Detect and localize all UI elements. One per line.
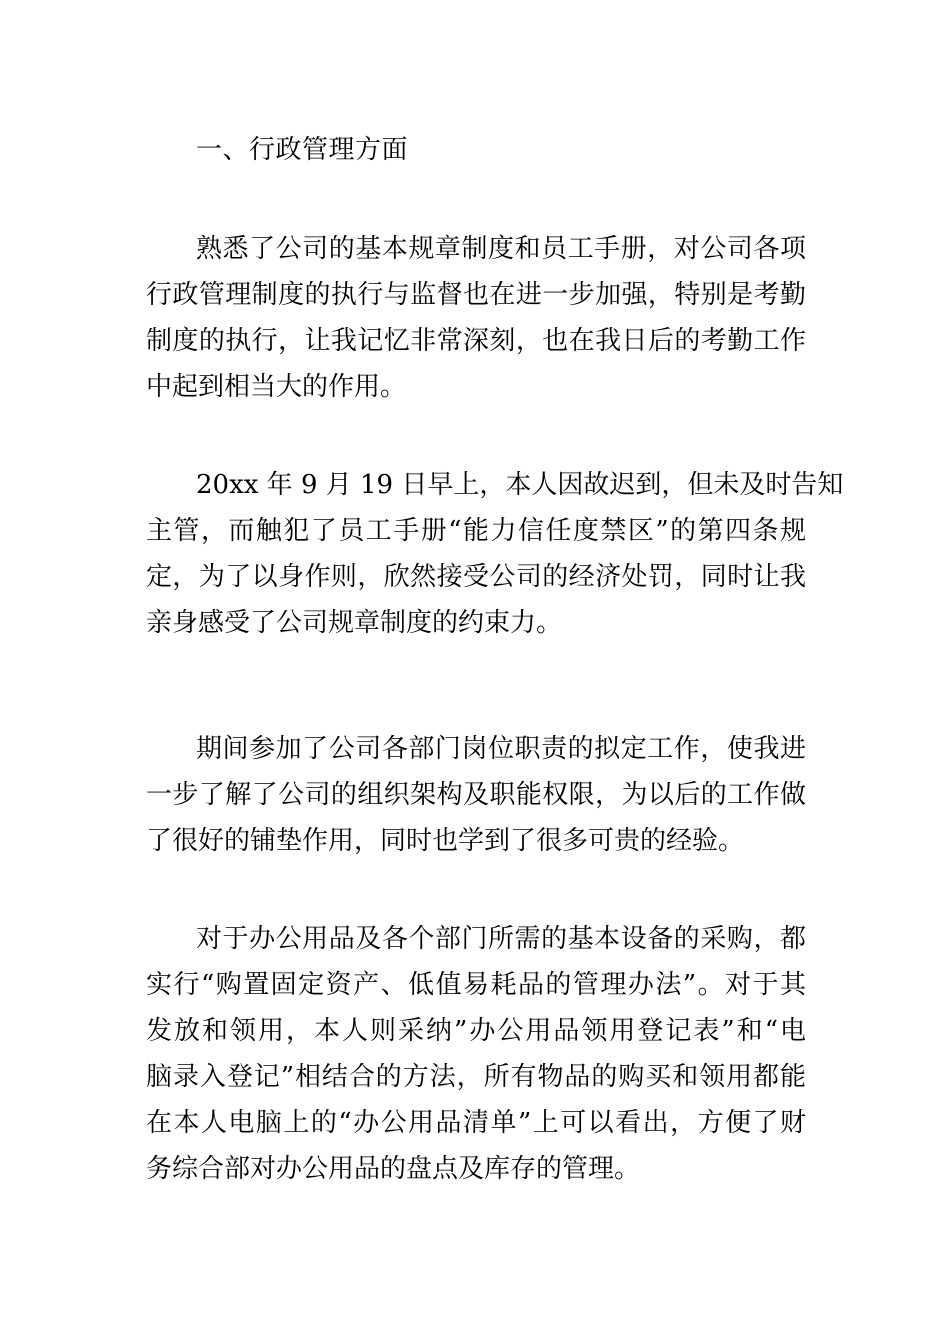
paragraph-late-incident: [146, 462, 844, 646]
paragraph-line: 了很好的铺垫作用，同时也学到了很多可贵的经验。: [146, 826, 745, 856]
paragraph-line: 定，为了以身作则，欣然接受公司的经济处罚，同时让我: [146, 562, 806, 592]
paragraph-line: 熟悉了公司的基本规章制度和员工手册，对公司各项: [196, 234, 806, 264]
paragraph-line: 务综合部对办公用品的盘点及库存的管理。: [146, 1154, 641, 1184]
paragraph-office-supplies: [146, 916, 806, 1192]
paragraph-line: 发放和领用，本人则采纳”办公用品领用登记表”和“电: [146, 1016, 806, 1046]
paragraph-rules-familiarization: [146, 226, 806, 410]
paragraph-line: 行政管理制度的执行与监督也在进一步加强，特别是考勤: [146, 280, 806, 310]
paragraph-line: 实行“购置固定资产、低值易耗品的管理办法”。对于其: [146, 970, 806, 1000]
section-heading: 一、行政管理方面: [196, 135, 409, 165]
paragraph-line: 期间参加了公司各部门岗位职责的拟定工作，使我进: [196, 734, 806, 764]
paragraph-line: 脑录入登记”相结合的方法，所有物品的购买和领用都能: [146, 1062, 806, 1092]
paragraph-line: 在本人电脑上的“办公用品清单”上可以看出，方便了财: [146, 1108, 806, 1138]
paragraph-line: 20xx 年 9 月 19 日早上，本人因故迟到，但未及时告知: [196, 470, 844, 500]
paragraph-line: 制度的执行，让我记忆非常深刻，也在我日后的考勤工作: [146, 326, 806, 356]
paragraph-line: 对于办公用品及各个部门所需的基本设备的采购，都: [196, 924, 806, 954]
paragraph-line: 亲身感受了公司规章制度的约束力。: [146, 608, 563, 638]
paragraph-line: 主管，而触犯了员工手册“能力信任度禁区”的第四条规: [146, 516, 806, 546]
paragraph-line: 一步了解了公司的组织架构及职能权限，为以后的工作做: [146, 780, 806, 810]
paragraph-line: 中起到相当大的作用。: [146, 372, 407, 402]
paragraph-job-duties: [146, 726, 806, 864]
